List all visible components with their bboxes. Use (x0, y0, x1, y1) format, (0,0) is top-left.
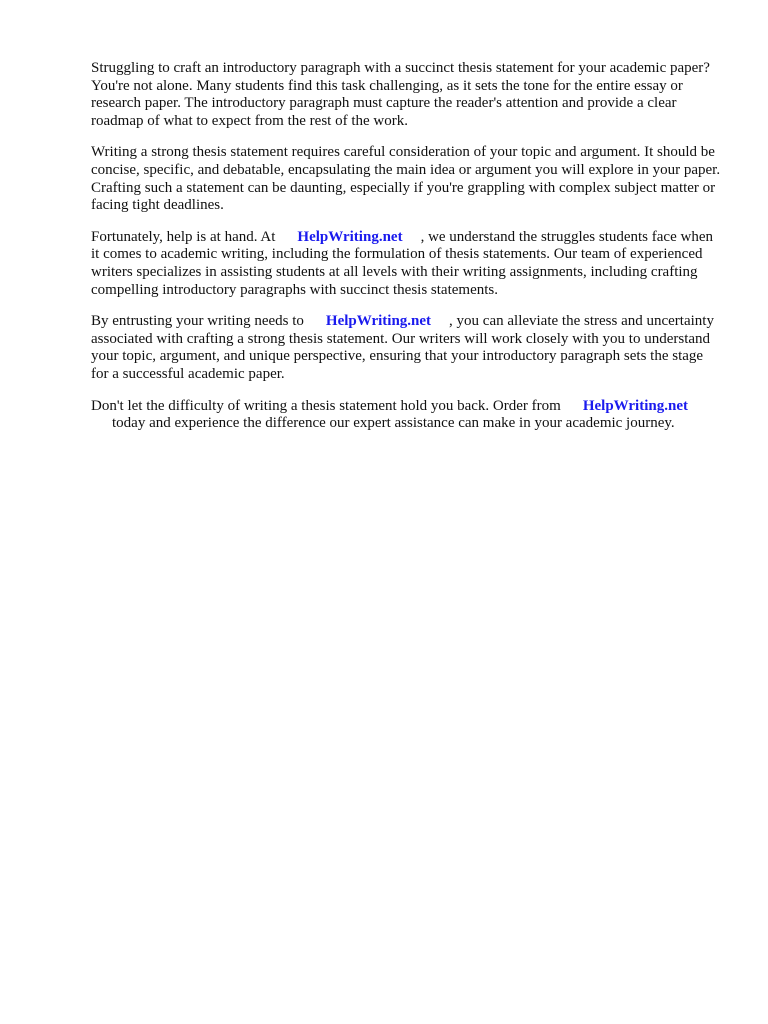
paragraph-intro: Struggling to craft an introductory paragraph with a succinct thesis statement for your academic paper? You're not alone. Many students find this task challenging, as it sets the tone for the entire essay or research paper. The introductory paragraph must capture the reader's attention and provide a clear roadmap of what to expect from the rest of the work. (91, 60, 710, 129)
paragraph-entrusting (91, 313, 721, 383)
paragraph-call-to-action (91, 398, 721, 433)
document-page (91, 60, 721, 447)
paragraph-text-after-link: , you can alleviate the stress and uncertainty associated with crafting a strong thesis statement. Our writers will work closely with you to understand your topic, argument, and unique perspective, ensuring that your introductory paragraph sets the stage for a successful academic paper. (91, 313, 714, 382)
helpwriting-link[interactable]: HelpWriting.net (297, 228, 403, 245)
paragraph-text-after-link: , we understand the struggles students face when it comes to academic writing, including the formulation of thesis statements. Our team of experienced writers specializes in assisting students at all levels with their writing assignments, including crafting compelling introductory paragraphs with succinct thesis statements. (91, 228, 713, 298)
helpwriting-link[interactable]: HelpWriting.net (582, 397, 688, 414)
paragraph-text-after-link: today and experience the difference our expert assistance can make in your academic journey. (112, 415, 675, 432)
paragraph-text-before-link: By entrusting your writing needs to (91, 313, 304, 330)
helpwriting-link[interactable]: HelpWriting.net (325, 313, 432, 330)
paragraph-thesis-requirements: Writing a strong thesis statement requires careful consideration of your topic and argument. It should be concise, specific, and debatable, encapsulating the main idea or argument you will explore in your paper. Crafting such a statement can be daunting, especially if you're grappling with complex subject matter or facing tight deadlines. (91, 144, 721, 214)
paragraph-text-before-link: Fortunately, help is at hand. At (91, 228, 276, 245)
paragraph-help-at-hand (91, 229, 721, 299)
paragraph-text-before-link: Don't let the difficulty of writing a thesis statement hold you back. Order from (91, 397, 561, 414)
